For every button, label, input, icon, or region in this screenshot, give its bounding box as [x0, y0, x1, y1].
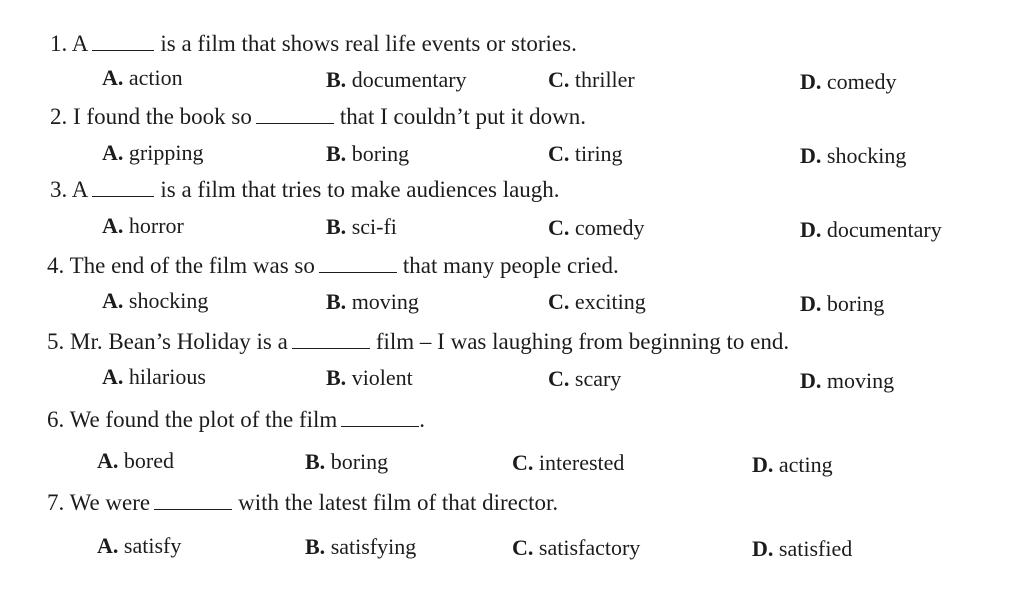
option-letter: A.	[97, 448, 119, 473]
question-2	[50, 105, 586, 128]
question-text-after: with the latest film of that director.	[238, 490, 559, 515]
question-3-option-a	[102, 215, 184, 237]
option-text: boring	[351, 141, 410, 166]
question-number: 5.	[47, 329, 65, 354]
question-7-option-c	[512, 537, 640, 559]
question-4	[47, 254, 619, 277]
answer-blank	[92, 180, 154, 197]
option-letter: A.	[102, 288, 124, 313]
option-letter: D.	[752, 452, 774, 477]
question-1-option-d	[800, 71, 897, 93]
option-letter: B.	[326, 214, 347, 239]
option-letter: C.	[512, 535, 534, 560]
option-letter: B.	[326, 289, 347, 314]
option-text: moving	[826, 368, 895, 393]
question-4-option-c	[548, 291, 646, 313]
question-5-option-c	[548, 368, 621, 390]
question-6-option-a	[97, 450, 174, 472]
answer-blank	[341, 410, 419, 427]
option-text: documentary	[351, 67, 467, 92]
option-text: interested	[538, 450, 625, 475]
question-3-option-d	[800, 219, 942, 241]
question-text-before: We were	[69, 490, 151, 515]
option-text: shocking	[826, 143, 907, 168]
answer-blank	[154, 493, 232, 510]
option-letter: A.	[102, 364, 124, 389]
option-text: boring	[330, 449, 389, 474]
option-text: boring	[826, 291, 885, 316]
option-text: satisfy	[123, 533, 182, 558]
question-text-before: The end of the film was so	[69, 253, 315, 278]
question-number: 7.	[47, 490, 65, 515]
option-letter: C.	[548, 67, 570, 92]
option-letter: B.	[326, 365, 347, 390]
question-7-option-b	[305, 536, 416, 558]
option-text: tiring	[574, 141, 623, 166]
question-2-option-a	[102, 142, 203, 164]
option-text: thriller	[574, 67, 635, 92]
option-text: acting	[778, 452, 833, 477]
option-letter: C.	[512, 450, 534, 475]
option-letter: D.	[752, 536, 774, 561]
question-5-option-a	[102, 366, 206, 388]
option-text: comedy	[826, 69, 897, 94]
question-7-option-a	[97, 535, 181, 557]
option-text: satisfying	[330, 534, 417, 559]
option-text: gripping	[128, 140, 204, 165]
question-text-after: that I couldn’t put it down.	[339, 104, 587, 129]
question-2-option-b	[326, 143, 409, 165]
question-number: 1.	[50, 31, 68, 56]
question-number: 4.	[47, 253, 65, 278]
option-letter: A.	[102, 140, 124, 165]
option-letter: A.	[102, 213, 124, 238]
question-3	[50, 178, 560, 201]
question-text-after: film – I was laughing from beginning to end.	[375, 329, 790, 354]
option-letter: B.	[305, 534, 326, 559]
option-text: exciting	[574, 289, 646, 314]
answer-blank	[92, 34, 154, 51]
answer-blank	[319, 256, 397, 273]
question-text-after: .	[419, 407, 426, 432]
option-text: horror	[128, 213, 184, 238]
option-letter: D.	[800, 217, 822, 242]
question-5-option-b	[326, 367, 413, 389]
option-letter: A.	[97, 533, 119, 558]
question-7	[47, 491, 558, 514]
option-text: comedy	[574, 215, 645, 240]
option-letter: D.	[800, 291, 822, 316]
option-text: bored	[123, 448, 174, 473]
question-text-before: A	[71, 177, 89, 202]
option-text: documentary	[826, 217, 942, 242]
question-number: 2.	[50, 104, 68, 129]
question-number: 3.	[50, 177, 68, 202]
option-text: hilarious	[128, 364, 206, 389]
question-3-option-b	[326, 216, 397, 238]
option-letter: D.	[800, 69, 822, 94]
question-6-option-d	[752, 454, 833, 476]
option-letter: B.	[326, 141, 347, 166]
question-text-after: is a film that shows real life events or stories.	[160, 31, 577, 56]
question-2-option-d	[800, 145, 906, 167]
option-text: moving	[351, 289, 419, 314]
question-text-before: A	[71, 31, 89, 56]
question-text-before: I found the book so	[73, 104, 252, 129]
question-6-option-b	[305, 451, 388, 473]
question-7-option-d	[752, 538, 852, 560]
question-6	[47, 408, 425, 431]
question-4-option-b	[326, 291, 419, 313]
question-4-option-a	[102, 290, 208, 312]
option-letter: B.	[305, 449, 326, 474]
answer-blank	[292, 332, 370, 349]
question-1-option-a	[102, 67, 183, 89]
option-letter: B.	[326, 67, 347, 92]
question-5-option-d	[800, 370, 894, 392]
option-text: satisfied	[778, 536, 853, 561]
option-text: shocking	[128, 288, 209, 313]
question-5	[47, 330, 789, 353]
option-letter: A.	[102, 65, 124, 90]
question-text-before: We found the plot of the film	[69, 407, 338, 432]
option-letter: C.	[548, 366, 570, 391]
option-letter: C.	[548, 215, 570, 240]
question-text-after: is a film that tries to make audiences laugh.	[160, 177, 560, 202]
option-text: sci-fi	[351, 214, 397, 239]
option-letter: C.	[548, 289, 570, 314]
question-4-option-d	[800, 293, 884, 315]
answer-blank	[256, 107, 334, 124]
question-text-before: Mr. Bean’s Holiday is a	[70, 329, 288, 354]
question-number: 6.	[47, 407, 65, 432]
question-text-after: that many people cried.	[402, 253, 619, 278]
question-1	[50, 32, 577, 55]
question-1-option-b	[326, 69, 467, 91]
option-letter: D.	[800, 143, 822, 168]
option-letter: D.	[800, 368, 822, 393]
question-6-option-c	[512, 452, 624, 474]
question-1-option-c	[548, 69, 635, 91]
option-text: violent	[351, 365, 413, 390]
option-text: scary	[574, 366, 622, 391]
question-3-option-c	[548, 217, 645, 239]
option-text: satisfactory	[538, 535, 641, 560]
question-2-option-c	[548, 143, 623, 165]
option-letter: C.	[548, 141, 570, 166]
option-text: action	[128, 65, 183, 90]
